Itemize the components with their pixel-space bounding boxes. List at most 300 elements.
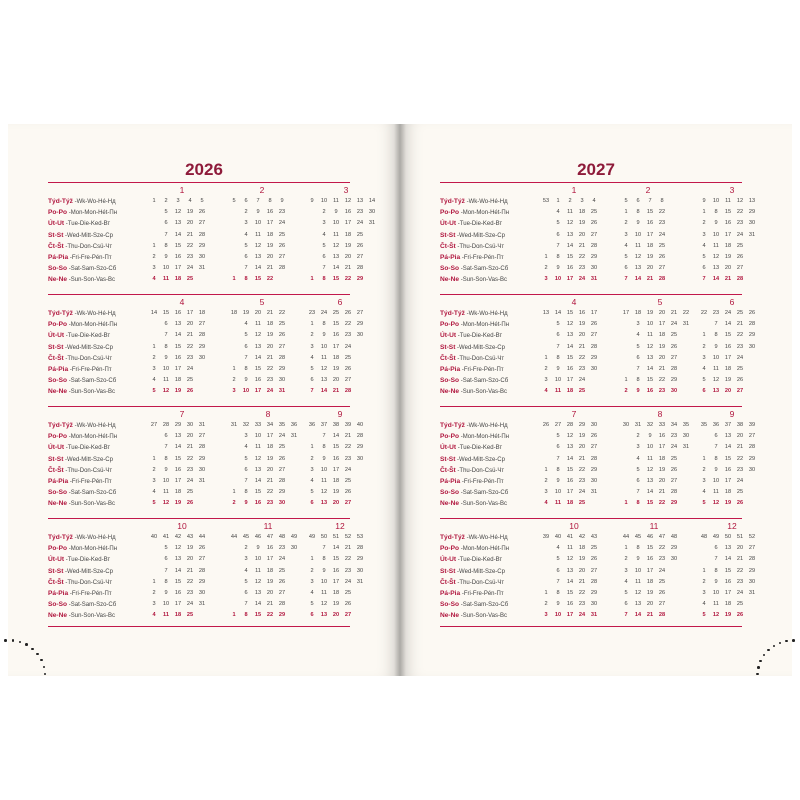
calendar-day: 27: [658, 601, 666, 608]
week-number: 20: [254, 310, 262, 316]
calendar-day: 20: [578, 231, 586, 238]
quarter-divider: [440, 518, 742, 519]
calendar-day: 5: [556, 220, 560, 227]
calendar-day: 19: [578, 220, 586, 227]
calendar-day: 30: [198, 354, 206, 361]
month-number: 6: [337, 297, 343, 307]
calendar-day: 13: [646, 478, 654, 484]
calendar-day: 24: [186, 478, 194, 484]
calendar-day: 28: [590, 578, 598, 585]
calendar-day: 29: [198, 455, 206, 462]
week-number: 52: [748, 534, 756, 540]
calendar-day: 23: [278, 545, 286, 552]
calendar-day: 31: [368, 220, 376, 227]
calendar-day: 21: [646, 276, 654, 283]
day-label-main: Čt-Št: [48, 578, 64, 586]
calendar-day: 16: [344, 209, 352, 216]
day-label-main: Týd-Týž: [48, 310, 73, 317]
calendar-day: 17: [332, 578, 340, 585]
calendar-day: 26: [736, 254, 744, 260]
calendar-day: 23: [578, 366, 586, 372]
calendar-day: 30: [356, 455, 364, 462]
calendar-day: 14: [712, 276, 720, 283]
calendar-day: 20: [658, 354, 666, 361]
calendar-day: 15: [254, 489, 262, 496]
day-label-translations: -Fri-Fre-Pén-Пт: [68, 255, 112, 261]
day-label: [48, 252, 112, 264]
week-number: 30: [590, 422, 598, 428]
week-number: 52: [344, 534, 352, 540]
calendar-day: 23: [736, 466, 744, 473]
calendar-day: 2: [244, 545, 248, 552]
day-label: [440, 364, 504, 376]
week-number: 49: [290, 534, 298, 540]
calendar-day: 30: [198, 590, 206, 596]
month-number: 11: [649, 521, 659, 531]
calendar-day: 21: [266, 265, 274, 272]
week-number: 53: [356, 534, 364, 540]
calendar-day: 20: [186, 433, 194, 440]
calendar-day: 18: [266, 321, 274, 328]
day-label-main: So-So: [440, 377, 460, 385]
week-number: 15: [566, 310, 574, 316]
calendar-day: 1: [624, 545, 628, 552]
calendar-day: 11: [255, 231, 261, 238]
month-number: 8: [265, 409, 271, 419]
calendar-day: 9: [164, 354, 168, 361]
calendar-day: 9: [322, 567, 326, 574]
day-label-main: Po-Po: [440, 545, 460, 553]
calendar-day: 8: [556, 354, 560, 361]
day-label-translations: -Thu-Don-Csü-Чт: [63, 243, 113, 250]
calendar-day: 9: [322, 455, 326, 462]
calendar-day: 11: [713, 601, 719, 608]
calendar-day: 17: [332, 343, 340, 350]
calendar-day: 20: [646, 601, 654, 608]
calendar-day: 29: [748, 567, 756, 574]
calendar-day: 14: [724, 321, 732, 328]
day-label-main: Čt-Št: [48, 466, 64, 474]
week-number: 17: [590, 310, 598, 316]
week-number: 23: [712, 310, 720, 316]
calendar-day: 17: [724, 590, 732, 596]
day-label-translations: -Wk-Wo-Hé-Нд: [464, 311, 508, 317]
day-label: [440, 431, 509, 443]
calendar-day: 9: [244, 500, 248, 507]
calendar-day: 19: [266, 332, 274, 339]
calendar-day: 14: [174, 444, 182, 451]
calendar-day: 25: [670, 455, 678, 462]
calendar-day: 17: [724, 231, 732, 238]
calendar-day: 24: [670, 444, 678, 451]
week-number: 17: [622, 310, 630, 316]
calendar-day: 21: [266, 354, 274, 361]
day-label: [48, 476, 112, 488]
calendar-day: 7: [556, 455, 560, 462]
day-label-main: Út-Ut: [48, 220, 65, 228]
week-number: 26: [344, 310, 352, 316]
calendar-day: 16: [566, 366, 574, 372]
calendar-day: 24: [578, 612, 586, 619]
calendar-day: 6: [556, 231, 560, 238]
calendar-day: 28: [344, 388, 352, 395]
calendar-day: 9: [164, 590, 168, 596]
calendar-day: 3: [544, 276, 548, 283]
calendar-day: 25: [736, 489, 744, 496]
calendar-day: 9: [556, 601, 560, 608]
calendar-day: 3: [702, 478, 706, 484]
day-label: [48, 319, 117, 331]
calendar-day: 11: [163, 276, 169, 283]
day-label: [48, 218, 110, 230]
calendar-day: 9: [714, 343, 718, 350]
calendar-day: 8: [244, 366, 248, 372]
week-number: 5: [232, 198, 236, 204]
calendar-day: 7: [556, 242, 560, 249]
calendar-day: 4: [556, 545, 560, 552]
calendar-day: 11: [555, 388, 561, 395]
calendar-day: 14: [566, 578, 574, 585]
calendar-day: 20: [578, 444, 586, 451]
calendar-day: 5: [636, 343, 640, 350]
week-number: 44: [230, 534, 238, 540]
calendar-day: 28: [356, 545, 364, 552]
calendar-day: 27: [590, 444, 598, 451]
quarter-divider: [440, 406, 742, 407]
calendar-day: 20: [186, 220, 194, 227]
calendar-day: 22: [344, 276, 352, 283]
calendar-day: 13: [566, 231, 574, 238]
dot: [31, 648, 34, 651]
calendar-day: 21: [736, 556, 744, 563]
calendar-day: 15: [646, 500, 654, 507]
calendar-day: 10: [254, 220, 262, 227]
day-label: [440, 554, 502, 566]
calendar-day: 23: [186, 466, 194, 473]
day-label-translations: -Tue-Die-Ked-Вт: [456, 445, 503, 452]
week-number: 39: [542, 534, 550, 540]
calendar-day: 11: [567, 545, 573, 552]
calendar-day: 29: [670, 377, 678, 384]
month-number: 4: [179, 297, 185, 307]
calendar-day: 20: [578, 332, 586, 339]
calendar-day: 13: [712, 388, 720, 395]
calendar-day: 26: [658, 590, 666, 596]
calendar-day: 10: [254, 556, 262, 563]
calendar-day: 9: [648, 433, 652, 440]
calendar-day: 27: [344, 612, 352, 619]
day-label-main: Čt-Št: [440, 578, 456, 586]
calendar-day: 10: [554, 276, 562, 283]
calendar-day: 29: [590, 254, 598, 260]
calendar-day: 28: [198, 231, 206, 238]
week-number: 46: [646, 534, 654, 540]
calendar-day: 17: [646, 231, 654, 238]
week-number: 26: [748, 310, 756, 316]
calendar-day: 12: [320, 601, 328, 608]
calendar-day: 3: [310, 578, 314, 585]
calendar-day: 20: [736, 545, 744, 552]
calendar-day: 2: [624, 388, 628, 395]
calendar-day: 7: [556, 578, 560, 585]
day-label-main: Po-Po: [440, 433, 460, 441]
week-number: 40: [554, 534, 562, 540]
right-page: [400, 124, 792, 676]
calendar-day: 29: [748, 332, 756, 339]
calendar-day: 14: [634, 612, 642, 619]
calendar-day: 29: [356, 444, 364, 451]
calendar-day: 10: [162, 366, 170, 372]
calendar-day: 12: [254, 332, 262, 339]
calendar-day: 8: [244, 489, 248, 496]
calendar-day: 16: [254, 500, 262, 507]
calendar-day: 23: [186, 354, 194, 361]
calendar-day: 3: [244, 220, 248, 227]
day-label: [440, 230, 505, 242]
calendar-day: 26: [344, 489, 352, 496]
calendar-day: 30: [290, 545, 298, 552]
calendar-day: 7: [636, 366, 640, 372]
week-number: 38: [332, 422, 340, 428]
week-number: 9: [310, 198, 314, 204]
day-label-main: So-So: [48, 265, 68, 273]
day-label-translations: -Thu-Don-Csü-Чт: [455, 579, 505, 586]
calendar-day: 27: [590, 231, 598, 238]
week-number: 14: [368, 198, 376, 204]
day-label-translations: -Sun-Son-Vas-Вс: [459, 613, 507, 620]
day-label-translations: -Mon-Mon-Hét-Пн: [67, 546, 118, 553]
calendar-day: 16: [566, 265, 574, 272]
week-number: 45: [634, 534, 642, 540]
calendar-day: 28: [278, 601, 286, 608]
day-label: [48, 532, 116, 544]
calendar-day: 6: [244, 254, 248, 260]
calendar-day: 21: [186, 567, 194, 574]
day-label-translations: -Thu-Don-Csü-Чт: [63, 579, 113, 586]
week-number: 22: [700, 310, 708, 316]
week-number: 8: [268, 198, 272, 204]
calendar-day: 7: [244, 478, 248, 484]
calendar-day: 12: [646, 343, 654, 350]
week-number: 36: [712, 422, 720, 428]
calendar-day: 2: [702, 578, 706, 585]
month-number: 5: [657, 297, 663, 307]
week-number: 44: [622, 534, 630, 540]
calendar-day: 25: [186, 612, 194, 619]
calendar-day: 19: [186, 545, 194, 552]
calendar-day: 1: [702, 332, 706, 339]
calendar-day: 19: [658, 466, 666, 473]
dot: [12, 639, 15, 642]
calendar-day: 4: [322, 231, 326, 238]
week-number: 51: [736, 534, 744, 540]
calendar-day: 23: [344, 332, 352, 339]
calendar-day: 24: [356, 220, 364, 227]
day-label-translations: -Wed-Mitt-Sze-Ср: [455, 456, 505, 463]
calendar-day: 3: [152, 601, 156, 608]
calendar-day: 29: [356, 321, 364, 328]
calendar-day: 14: [566, 242, 574, 249]
calendar-day: 16: [646, 220, 654, 227]
calendar-day: 8: [714, 209, 718, 216]
calendar-day: 10: [332, 220, 340, 227]
calendar-day: 24: [266, 388, 274, 395]
calendar-day: 26: [344, 366, 352, 372]
calendar-day: 31: [590, 276, 598, 283]
calendar-day: 18: [724, 242, 732, 249]
calendar-day: 11: [647, 332, 653, 339]
week-number: 53: [542, 198, 550, 204]
week-number: 9: [702, 198, 706, 204]
week-number: 27: [554, 422, 562, 428]
calendar-day: 22: [736, 567, 744, 574]
calendar-day: 4: [636, 455, 640, 462]
calendar-day: 1: [232, 276, 236, 283]
calendar-day: 2: [702, 220, 706, 227]
calendar-day: 22: [658, 209, 666, 216]
calendar-day: 2: [310, 455, 314, 462]
day-label: [440, 532, 508, 544]
calendar-day: 23: [736, 343, 744, 350]
calendar-day: 21: [266, 601, 274, 608]
calendar-day: 24: [578, 489, 586, 496]
day-label-translations: -Wed-Mitt-Sze-Ср: [63, 568, 113, 575]
calendar-day: 2: [152, 354, 156, 361]
calendar-day: 7: [164, 567, 168, 574]
week-number: 36: [290, 422, 298, 428]
calendar-day: 28: [748, 321, 756, 328]
calendar-day: 23: [278, 209, 286, 216]
calendar-day: 13: [634, 601, 642, 608]
day-label-translations: -Tue-Die-Ked-Вт: [456, 557, 503, 564]
calendar-day: 12: [162, 388, 170, 395]
calendar-day: 14: [254, 354, 262, 361]
calendar-day: 4: [152, 612, 156, 619]
calendar-day: 16: [724, 578, 732, 585]
day-label-main: Po-Po: [440, 209, 460, 217]
calendar-day: 17: [566, 489, 574, 496]
calendar-day: 10: [320, 578, 328, 585]
calendar-day: 18: [332, 590, 340, 596]
calendar-day: 19: [646, 590, 654, 596]
calendar-day: 15: [646, 377, 654, 384]
day-label-main: Týd-Týž: [440, 534, 465, 541]
week-number: 41: [566, 534, 574, 540]
calendar-day: 1: [544, 590, 548, 596]
day-label-translations: -Sat-Sam-Szo-Сб: [459, 266, 509, 273]
calendar-day: 4: [244, 231, 248, 238]
calendar-day: 23: [670, 433, 678, 440]
day-label-translations: -Wk-Wo-Hé-Нд: [464, 423, 508, 429]
calendar-day: 14: [254, 601, 262, 608]
calendar-day: 6: [624, 601, 628, 608]
week-number: 35: [278, 422, 286, 428]
calendar-day: 6: [556, 567, 560, 574]
calendar-day: 17: [344, 220, 352, 227]
calendar-day: 25: [578, 388, 586, 395]
day-label-translations: -Fri-Fre-Pén-Пт: [460, 479, 504, 485]
calendar-day: 3: [702, 231, 706, 238]
calendar-day: 30: [590, 265, 598, 272]
week-number: 5: [624, 198, 628, 204]
calendar-day: 12: [712, 500, 720, 507]
calendar-day: 23: [266, 377, 274, 384]
month-number: 8: [657, 409, 663, 419]
calendar-day: 20: [266, 254, 274, 260]
day-label-translations: -Sat-Sam-Szo-Сб: [459, 602, 509, 609]
calendar-day: 1: [544, 254, 548, 260]
calendar-day: 6: [714, 433, 718, 440]
calendar-day: 3: [244, 433, 248, 440]
calendar-day: 14: [332, 433, 340, 440]
calendar-day: 8: [556, 590, 560, 596]
calendar-day: 17: [566, 377, 574, 384]
calendar-day: 10: [712, 478, 720, 484]
day-label: [48, 230, 113, 242]
calendar-day: 21: [724, 276, 732, 283]
calendar-day: 29: [670, 500, 678, 507]
calendar-day: 16: [254, 377, 262, 384]
calendar-day: 5: [702, 254, 706, 260]
calendar-day: 11: [163, 489, 169, 496]
calendar-day: 17: [658, 321, 666, 328]
calendar-day: 10: [646, 321, 654, 328]
calendar-day: 4: [636, 332, 640, 339]
day-label: [48, 330, 110, 342]
calendar-day: 19: [724, 612, 732, 619]
calendar-day: 26: [198, 545, 206, 552]
week-number: 12: [344, 198, 352, 204]
calendar-day: 20: [736, 433, 744, 440]
calendar-day: 22: [186, 578, 194, 585]
calendar-day: 26: [670, 466, 678, 473]
calendar-day: 28: [658, 612, 666, 619]
week-number: 13: [542, 310, 550, 316]
calendar-day: 22: [578, 354, 586, 361]
day-label-translations: -Fri-Fre-Pén-Пт: [460, 591, 504, 597]
calendar-day: 5: [702, 612, 706, 619]
day-label-main: Po-Po: [48, 209, 68, 217]
calendar-day: 18: [658, 455, 666, 462]
calendar-day: 25: [186, 377, 194, 384]
day-label-translations: -Tue-Die-Ked-Вт: [64, 557, 111, 564]
day-label-translations: -Fri-Fre-Pén-Пт: [68, 479, 112, 485]
calendar-day: 22: [736, 209, 744, 216]
day-label: [48, 364, 112, 376]
calendar-day: 2: [232, 500, 236, 507]
day-label-translations: -Sat-Sam-Szo-Сб: [67, 490, 117, 497]
calendar-day: 7: [244, 265, 248, 272]
week-number: 48: [670, 534, 678, 540]
calendar-day: 15: [724, 332, 732, 339]
month-number: 10: [569, 521, 579, 531]
week-number: 32: [242, 422, 250, 428]
calendar-day: 19: [578, 556, 586, 563]
week-number: 10: [320, 198, 328, 204]
calendar-day: 18: [174, 377, 182, 384]
calendar-day: 19: [724, 500, 732, 507]
calendar-day: 12: [634, 590, 642, 596]
day-label: [440, 386, 507, 398]
calendar-day: 7: [322, 545, 326, 552]
week-number: 7: [256, 198, 260, 204]
calendar-day: 15: [332, 556, 340, 563]
calendar-day: 11: [321, 354, 327, 361]
calendar-day: 14: [332, 545, 340, 552]
calendar-day: 28: [198, 567, 206, 574]
day-label-translations: -Sat-Sam-Szo-Сб: [459, 490, 509, 497]
calendar-day: 21: [578, 578, 586, 585]
